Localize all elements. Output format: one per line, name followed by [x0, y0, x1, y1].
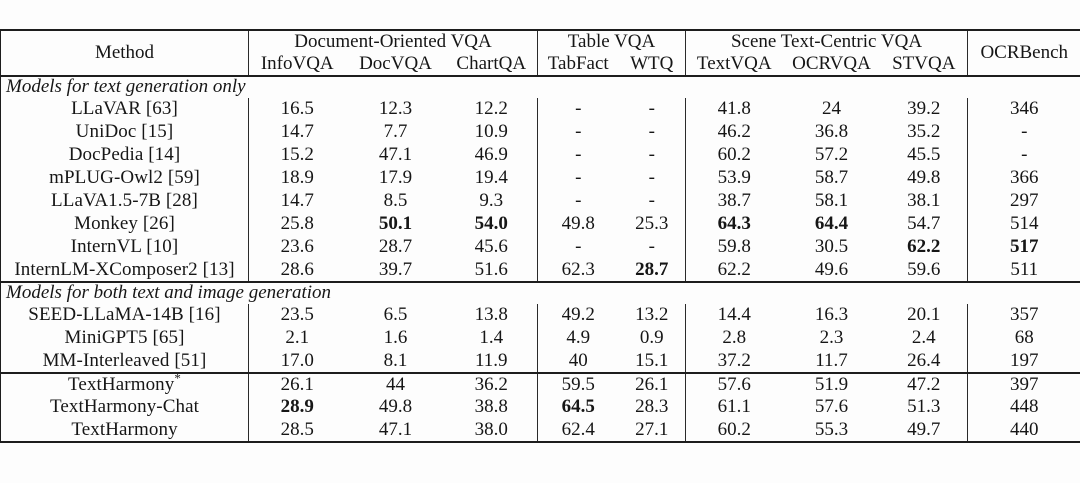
value-cell: - [538, 167, 619, 190]
value-cell: 7.7 [383, 121, 408, 143]
value-cell: 51.3 [907, 396, 941, 418]
value-cell: 51.6 [474, 259, 508, 280]
value-cell: 1.6 [383, 327, 408, 349]
column-header-infovqa: InfoVQA [249, 53, 346, 76]
value-cell: 24 [822, 98, 841, 120]
value-cell: - [648, 236, 655, 258]
method-cell: Monkey [26] [74, 213, 175, 235]
value-cell: 49.8 [538, 213, 619, 236]
value-cell: 8.1 [383, 350, 408, 371]
method-cell: TextHarmony* [1, 373, 249, 396]
value-cell: 2.1 [249, 327, 346, 350]
value-cell: 38.7 [686, 190, 783, 213]
group-header-table-vqa: Table VQA [538, 30, 686, 53]
column-header-textvqa: TextVQA [686, 53, 783, 76]
value-cell: 39.7 [378, 259, 413, 280]
value-cell: 366 [968, 167, 1080, 190]
value-cell: 397 [968, 373, 1080, 396]
value-cell: 62.2 [907, 236, 941, 258]
value-cell: 49.6 [814, 259, 849, 280]
value-cell: 2.8 [686, 327, 783, 350]
value-cell: 28.6 [249, 259, 346, 282]
value-cell: 12.2 [474, 98, 508, 120]
value-cell: 2.3 [819, 327, 844, 349]
value-cell: - [538, 236, 619, 259]
value-cell: - [968, 144, 1080, 167]
value-cell: - [538, 190, 619, 213]
value-cell: - [648, 98, 655, 120]
value-cell: - [648, 167, 655, 189]
value-cell: 28.9 [249, 396, 346, 419]
table-row [1, 98, 1080, 121]
value-cell: 19.4 [474, 167, 508, 189]
method-cell: mPLUG-Owl2 [59] [49, 167, 200, 189]
value-cell: 58.1 [814, 190, 849, 212]
value-cell: 30.5 [814, 236, 849, 258]
value-cell: - [538, 121, 619, 144]
value-cell: 14.4 [686, 304, 783, 327]
value-cell: 36.2 [446, 373, 538, 396]
section-heading-row [1, 76, 1080, 98]
table-row [1, 304, 1080, 327]
value-cell: - [538, 144, 619, 167]
value-cell: 26.1 [619, 373, 686, 396]
table-body [1, 76, 1080, 442]
value-cell: 16.3 [814, 304, 849, 326]
value-cell: 16.5 [249, 98, 346, 121]
value-cell: 297 [968, 190, 1080, 213]
value-cell: - [538, 98, 619, 121]
value-cell: 38.0 [474, 419, 508, 440]
value-cell: 11.9 [474, 350, 508, 371]
value-cell: 59.8 [686, 236, 783, 259]
value-cell: 60.2 [686, 144, 783, 167]
group-header-document-oriented-vqa: Document-Oriented VQA [249, 30, 538, 53]
value-cell: 28.5 [249, 419, 346, 442]
value-cell: 35.2 [907, 121, 941, 143]
value-cell: 41.8 [686, 98, 783, 121]
value-cell: - [648, 121, 655, 143]
value-cell: 28.3 [635, 396, 669, 418]
column-header-docvqa: DocVQA [346, 53, 446, 76]
value-cell: 0.9 [639, 327, 664, 349]
value-cell: 346 [968, 98, 1080, 121]
table-row [1, 236, 1080, 259]
value-cell: 4.9 [538, 327, 619, 350]
value-cell: - [648, 190, 655, 212]
header-group-row [1, 30, 1080, 53]
value-cell: 47.1 [378, 144, 413, 166]
table-row [1, 419, 1080, 442]
value-cell: 517 [968, 236, 1080, 259]
method-cell: MiniGPT5 [65] [64, 327, 185, 349]
value-cell: 511 [968, 259, 1080, 282]
value-cell: 197 [968, 350, 1080, 373]
table-row [1, 144, 1080, 167]
value-cell: 28.7 [635, 259, 669, 280]
value-cell: 28.7 [378, 236, 413, 258]
method-cell: InternLM-XComposer2 [13] [14, 259, 235, 280]
column-header-wtq: WTQ [619, 53, 686, 76]
column-header-tabfact: TabFact [538, 53, 619, 76]
value-cell: 47.2 [881, 373, 968, 396]
value-cell: 54.0 [474, 213, 508, 235]
value-cell: 46.2 [686, 121, 783, 144]
value-cell: 514 [968, 213, 1080, 236]
column-header-ocrvqa: OCRVQA [783, 53, 881, 76]
value-cell: 448 [968, 396, 1080, 419]
value-cell: 17.9 [378, 167, 413, 189]
value-cell: 64.5 [538, 396, 619, 419]
footnote-asterisk: * [174, 373, 181, 386]
value-cell: 62.3 [538, 259, 619, 282]
value-cell: 25.3 [635, 213, 669, 235]
value-cell: 50.1 [378, 213, 413, 235]
value-cell: 14.7 [249, 190, 346, 213]
method-cell: SEED-LLaMA-14B [16] [28, 304, 221, 326]
value-cell: 10.9 [474, 121, 508, 143]
value-cell: 44 [346, 373, 446, 396]
value-cell: 60.2 [686, 419, 783, 442]
value-cell: 38.8 [474, 396, 508, 418]
value-cell: 64.3 [686, 213, 783, 236]
value-cell: 51.9 [783, 373, 881, 396]
table-row [1, 396, 1080, 419]
value-cell: 45.6 [474, 236, 508, 258]
column-header-ocrbench: OCRBench [968, 30, 1080, 76]
method-column-header: Method [1, 30, 249, 76]
method-cell: MM-Interleaved [51] [42, 350, 207, 371]
section-title: Models for both text and image generation [1, 282, 1080, 304]
value-cell: 55.3 [814, 419, 849, 440]
method-cell: TextHarmony-Chat [49, 396, 200, 418]
table-row [1, 327, 1080, 350]
value-cell: 13.2 [635, 304, 669, 326]
value-cell: 18.9 [249, 167, 346, 190]
value-cell: - [968, 121, 1080, 144]
benchmark-table [0, 29, 1080, 443]
method-cell: TextHarmony [71, 419, 178, 440]
method-cell: DocPedia [14] [68, 144, 181, 166]
value-cell: 8.5 [383, 190, 408, 212]
value-cell: 26.4 [907, 350, 941, 371]
value-cell: 45.5 [907, 144, 941, 166]
method-cell: InternVL [10] [70, 236, 179, 258]
method-cell: UniDoc [15] [75, 121, 174, 143]
value-cell: 49.2 [538, 304, 619, 327]
table-header [1, 30, 1080, 76]
table-row [1, 190, 1080, 213]
value-cell: 23.6 [249, 236, 346, 259]
value-cell: 6.5 [383, 304, 408, 326]
table-row [1, 259, 1080, 282]
value-cell: 68 [968, 327, 1080, 350]
table-row [1, 350, 1080, 373]
value-cell: 15.1 [635, 350, 669, 371]
method-cell: LLaVAR [63] [71, 98, 178, 120]
group-header-scene-text-centric-vqa: Scene Text-Centric VQA [686, 30, 968, 53]
column-header-chartqa: ChartQA [446, 53, 538, 76]
value-cell: 49.8 [378, 396, 413, 418]
column-header-stvqa: STVQA [881, 53, 968, 76]
value-cell: 57.2 [814, 144, 849, 166]
value-cell: - [648, 144, 655, 166]
value-cell: 57.6 [686, 373, 783, 396]
value-cell: 25.8 [249, 213, 346, 236]
value-cell: 9.3 [479, 190, 504, 212]
value-cell: 62.4 [538, 419, 619, 442]
value-cell: 58.7 [814, 167, 849, 189]
table-row [1, 167, 1080, 190]
value-cell: 357 [968, 304, 1080, 327]
value-cell: 36.8 [814, 121, 849, 143]
section-heading-row [1, 282, 1080, 304]
value-cell: 17.0 [249, 350, 346, 373]
value-cell: 59.6 [907, 259, 941, 280]
value-cell: 13.8 [474, 304, 508, 326]
value-cell: 20.1 [907, 304, 941, 326]
method-cell: LLaVA1.5-7B [28] [51, 190, 198, 212]
value-cell: 64.4 [814, 213, 849, 235]
value-cell: 26.1 [249, 373, 346, 396]
value-cell: 46.9 [474, 144, 508, 166]
value-cell: 37.2 [686, 350, 783, 373]
table-row [1, 121, 1080, 144]
value-cell: 49.8 [907, 167, 941, 189]
value-cell: 11.7 [815, 350, 848, 371]
value-cell: 47.1 [378, 419, 413, 440]
value-cell: 440 [968, 419, 1080, 442]
value-cell: 14.7 [249, 121, 346, 144]
value-cell: 27.1 [635, 419, 669, 440]
table-row [1, 373, 1080, 396]
value-cell: 49.7 [907, 419, 941, 440]
section-title: Models for text generation only [1, 76, 1080, 98]
value-cell: 23.5 [249, 304, 346, 327]
value-cell: 59.5 [538, 373, 619, 396]
value-cell: 1.4 [479, 327, 504, 349]
table-row [1, 213, 1080, 236]
value-cell: 40 [538, 350, 619, 373]
value-cell: 54.7 [907, 213, 941, 235]
value-cell: 62.2 [686, 259, 783, 282]
value-cell: 57.6 [814, 396, 849, 418]
value-cell: 12.3 [378, 98, 413, 120]
value-cell: 61.1 [686, 396, 783, 419]
value-cell: 38.1 [907, 190, 941, 212]
value-cell: 53.9 [686, 167, 783, 190]
value-cell: 15.2 [249, 144, 346, 167]
value-cell: 39.2 [907, 98, 941, 120]
value-cell: 2.4 [911, 327, 936, 349]
